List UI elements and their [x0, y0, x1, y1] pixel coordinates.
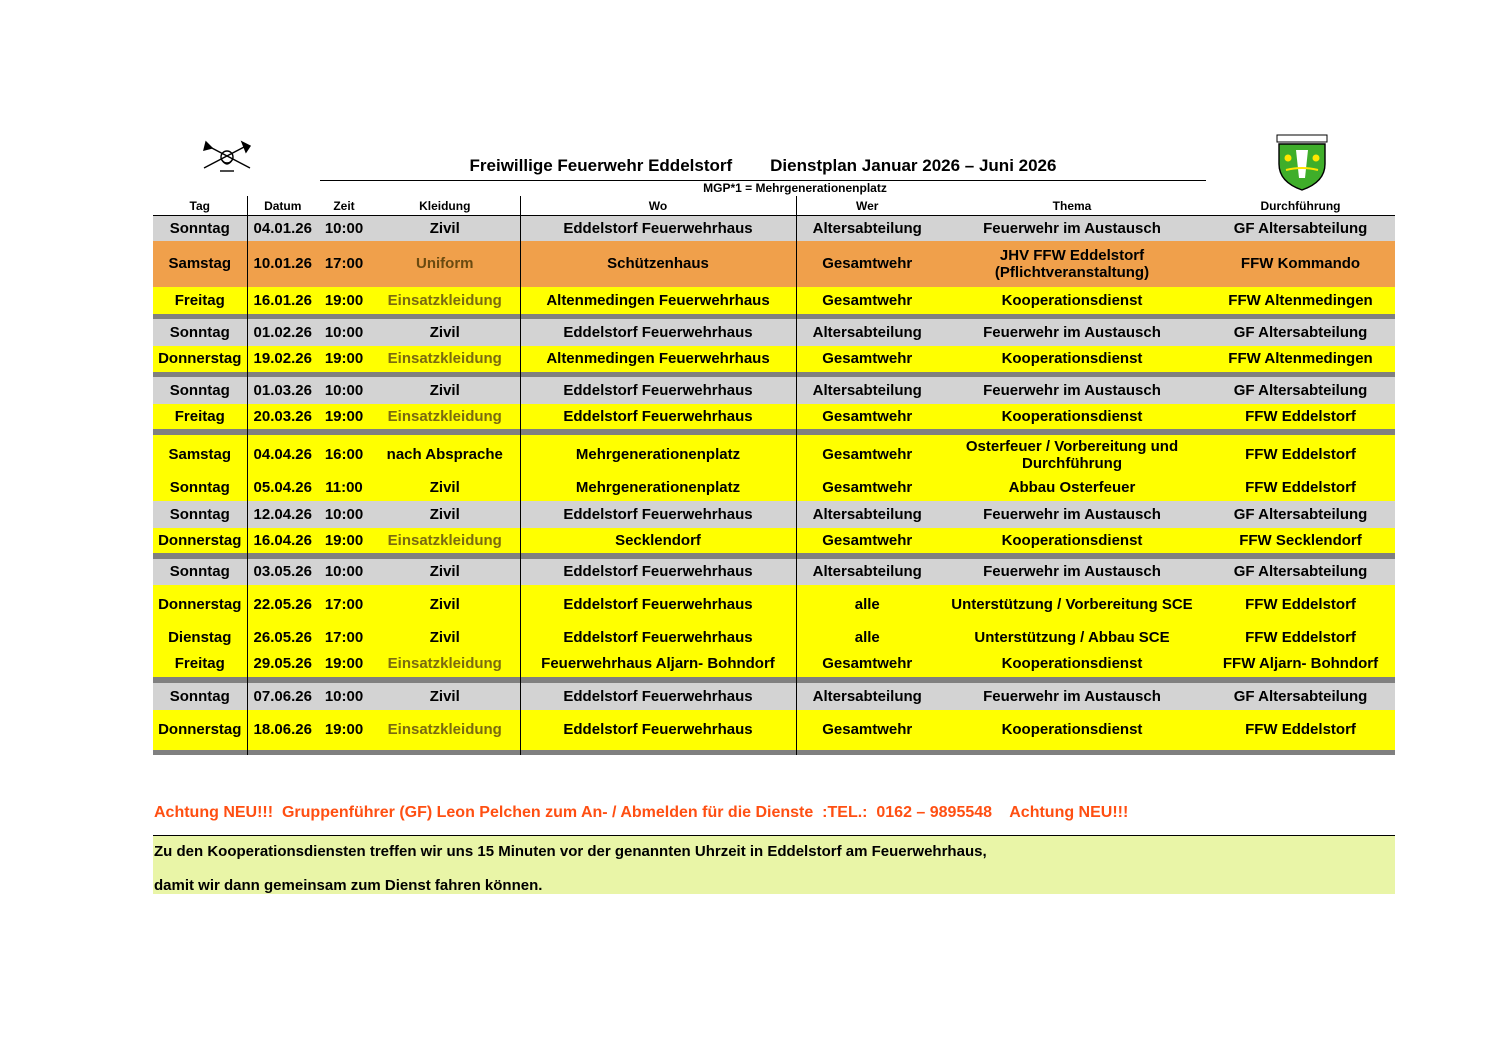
table-row [153, 528, 1395, 553]
cell-datum: 07.06.26 [247, 683, 318, 710]
table-row [153, 319, 1395, 346]
cell-tag: Freitag [153, 651, 247, 677]
cell-wo: Eddelstorf Feuerwehrhaus [520, 559, 796, 585]
crossed-axes-emblem-icon [198, 138, 258, 178]
cell-datum: 01.02.26 [247, 319, 318, 346]
cell-tag: Donnerstag [153, 528, 247, 553]
table-row [153, 501, 1395, 528]
cell-kleidung: Zivil [370, 501, 520, 528]
table-row [153, 475, 1395, 501]
cell-durchfuehrung: FFW Eddelstorf [1206, 404, 1395, 429]
cell-kleidung: Einsatzkleidung [370, 528, 520, 553]
cell-kleidung: Zivil [370, 559, 520, 585]
row-separator [153, 750, 1395, 755]
cell-durchfuehrung: GF Altersabteilung [1206, 683, 1395, 710]
cell-tag: Sonntag [153, 683, 247, 710]
cell-wer: Gesamtwehr [796, 404, 938, 429]
cell-wo: Altenmedingen Feuerwehrhaus [520, 346, 796, 372]
cell-durchfuehrung: FFW Eddelstorf [1206, 435, 1395, 475]
cell-wer: Altersabteilung [796, 216, 938, 241]
cell-datum: 03.05.26 [247, 559, 318, 585]
col-header: Wo [520, 196, 796, 216]
cell-tag: Freitag [153, 404, 247, 429]
table-row [153, 624, 1395, 651]
cell-durchfuehrung: FFW Aljarn- Bohndorf [1206, 651, 1395, 677]
table-row [153, 287, 1395, 314]
cell-thema: JHV FFW Eddelstorf (Pflichtveranstaltung) [938, 241, 1206, 287]
cell-wer: alle [796, 585, 938, 624]
col-header: Zeit [333, 198, 355, 213]
cell-thema: Kooperationsdienst [938, 287, 1206, 314]
cell-thema: Feuerwehr im Austausch [938, 216, 1206, 241]
cell-thema: Feuerwehr im Austausch [938, 559, 1206, 585]
cell-wer: Gesamtwehr [796, 528, 938, 553]
cell-durchfuehrung: FFW Eddelstorf [1206, 624, 1395, 651]
cell-zeit: 10:00 [318, 501, 370, 528]
cell-kleidung: Einsatzkleidung [370, 710, 520, 750]
cell-zeit: 10:00 [318, 319, 370, 346]
col-header: Thema [1052, 198, 1092, 213]
cell-wo: Eddelstorf Feuerwehrhaus [520, 585, 796, 624]
cell-wo: Altenmedingen Feuerwehrhaus [520, 287, 796, 314]
cell-zeit: 19:00 [318, 651, 370, 677]
table-row [153, 216, 1395, 241]
cell-durchfuehrung: GF Altersabteilung [1206, 319, 1395, 346]
cell-thema: Feuerwehr im Austausch [938, 319, 1206, 346]
cell-zeit: 10:00 [318, 683, 370, 710]
cell-durchfuehrung: FFW Eddelstorf [1206, 475, 1395, 501]
cell-durchfuehrung: GF Altersabteilung [1206, 501, 1395, 528]
cell-datum: 26.05.26 [247, 624, 318, 651]
cell-tag: Samstag [153, 241, 247, 287]
cell-datum: 20.03.26 [247, 404, 318, 429]
page-title [320, 152, 1206, 181]
table-row [153, 585, 1395, 624]
cell-tag: Donnerstag [153, 710, 247, 750]
cell-zeit: 17:00 [318, 624, 370, 651]
cell-wer: Gesamtwehr [796, 475, 938, 501]
cell-thema: Feuerwehr im Austausch [938, 377, 1206, 404]
schedule-table [153, 196, 1395, 755]
cell-kleidung: Einsatzkleidung [370, 651, 520, 677]
cell-zeit: 10:00 [318, 377, 370, 404]
table-row [153, 241, 1395, 287]
separator-cell [153, 750, 247, 755]
cell-kleidung: Zivil [370, 475, 520, 501]
coat-of-arms-logo-icon [1274, 134, 1330, 192]
cell-durchfuehrung: FFW Eddelstorf [1206, 585, 1395, 624]
cell-kleidung: Einsatzkleidung [370, 346, 520, 372]
info-box [153, 835, 1395, 894]
cell-durchfuehrung: GF Altersabteilung [1206, 216, 1395, 241]
cell-datum: 19.02.26 [247, 346, 318, 372]
cell-zeit: 19:00 [318, 404, 370, 429]
cell-thema: Kooperationsdienst [938, 651, 1206, 677]
cell-thema: Kooperationsdienst [938, 346, 1206, 372]
table-header-row [153, 196, 1395, 216]
info-line-1: Zu den Kooperationsdiensten treffen wir uns 15 Minuten vor der genannten Uhrzeit in Eddelstorf am Feuerwehrhaus, [154, 843, 987, 860]
table-row [153, 651, 1395, 677]
cell-tag: Sonntag [153, 319, 247, 346]
table-row [153, 435, 1395, 475]
org-title: Freiwillige Feuerwehr Eddelstorf [469, 156, 733, 175]
cell-wo: Feuerwehrhaus Aljarn- Bohndorf [520, 651, 796, 677]
cell-thema: Abbau Osterfeuer [938, 475, 1206, 501]
cell-wer: Gesamtwehr [796, 710, 938, 750]
cell-wer: Gesamtwehr [796, 346, 938, 372]
cell-wo: Eddelstorf Feuerwehrhaus [520, 501, 796, 528]
cell-wo: Secklendorf [520, 528, 796, 553]
cell-tag: Sonntag [153, 501, 247, 528]
cell-wer: Altersabteilung [796, 319, 938, 346]
cell-zeit: 16:00 [318, 435, 370, 475]
cell-datum: 16.01.26 [247, 287, 318, 314]
cell-durchfuehrung: FFW Secklendorf [1206, 528, 1395, 553]
separator-cell [247, 750, 318, 755]
cell-thema: Unterstützung / Abbau SCE [938, 624, 1206, 651]
cell-zeit: 19:00 [318, 346, 370, 372]
cell-wer: Altersabteilung [796, 683, 938, 710]
table-row [153, 710, 1395, 750]
cell-durchfuehrung: FFW Altenmedingen [1206, 346, 1395, 372]
cell-thema: Kooperationsdienst [938, 528, 1206, 553]
col-header: Tag [189, 198, 210, 213]
cell-datum: 04.01.26 [247, 216, 318, 241]
cell-zeit: 19:00 [318, 710, 370, 750]
col-header: Datum [247, 196, 318, 216]
cell-tag: Donnerstag [153, 585, 247, 624]
cell-zeit: 10:00 [318, 559, 370, 585]
cell-wer: Altersabteilung [796, 559, 938, 585]
separator-cell [1206, 750, 1395, 755]
cell-datum: 18.06.26 [247, 710, 318, 750]
mgp-note: MGP*1 = Mehrgenerationenplatz [703, 181, 887, 195]
cell-wer: Gesamtwehr [796, 435, 938, 475]
cell-kleidung: Zivil [370, 683, 520, 710]
cell-wo: Mehrgenerationenplatz [520, 475, 796, 501]
cell-datum: 04.04.26 [247, 435, 318, 475]
cell-zeit: 10:00 [318, 216, 370, 241]
cell-zeit: 19:00 [318, 528, 370, 553]
cell-datum: 01.03.26 [247, 377, 318, 404]
cell-tag: Samstag [153, 435, 247, 475]
cell-thema: Feuerwehr im Austausch [938, 683, 1206, 710]
cell-wo: Mehrgenerationenplatz [520, 435, 796, 475]
separator-cell [796, 750, 938, 755]
cell-datum: 05.04.26 [247, 475, 318, 501]
cell-kleidung: Zivil [370, 377, 520, 404]
cell-datum: 22.05.26 [247, 585, 318, 624]
separator-cell [318, 750, 370, 755]
cell-durchfuehrung: FFW Kommando [1206, 241, 1395, 287]
cell-kleidung: Zivil [370, 585, 520, 624]
cell-wer: Altersabteilung [796, 377, 938, 404]
cell-zeit: 11:00 [318, 475, 370, 501]
cell-tag: Sonntag [153, 475, 247, 501]
cell-thema: Unterstützung / Vorbereitung SCE [938, 585, 1206, 624]
cell-datum: 29.05.26 [247, 651, 318, 677]
cell-wo: Eddelstorf Feuerwehrhaus [520, 404, 796, 429]
cell-zeit: 17:00 [318, 585, 370, 624]
cell-wo: Eddelstorf Feuerwehrhaus [520, 624, 796, 651]
cell-kleidung: Einsatzkleidung [370, 404, 520, 429]
cell-kleidung: Zivil [370, 624, 520, 651]
cell-wo: Eddelstorf Feuerwehrhaus [520, 319, 796, 346]
separator-cell [938, 750, 1206, 755]
cell-wo: Eddelstorf Feuerwehrhaus [520, 683, 796, 710]
info-line-2: damit wir dann gemeinsam zum Dienst fahren können. [154, 877, 543, 894]
cell-tag: Dienstag [153, 624, 247, 651]
cell-tag: Freitag [153, 287, 247, 314]
cell-kleidung: Zivil [370, 319, 520, 346]
cell-thema: Kooperationsdienst [938, 710, 1206, 750]
cell-durchfuehrung: GF Altersabteilung [1206, 559, 1395, 585]
cell-wer: alle [796, 624, 938, 651]
cell-kleidung: Zivil [370, 216, 520, 241]
cell-wer: Gesamtwehr [796, 241, 938, 287]
table-row [153, 404, 1395, 429]
cell-wo: Schützenhaus [520, 241, 796, 287]
cell-durchfuehrung: GF Altersabteilung [1206, 377, 1395, 404]
cell-durchfuehrung: FFW Eddelstorf [1206, 710, 1395, 750]
cell-kleidung: nach Absprache [370, 435, 520, 475]
col-header: Durchführung [1260, 198, 1341, 213]
cell-wer: Altersabteilung [796, 501, 938, 528]
cell-tag: Sonntag [153, 559, 247, 585]
plan-title: Dienstplan Januar 2026 – Juni 2026 [770, 156, 1057, 175]
cell-zeit: 19:00 [318, 287, 370, 314]
separator-cell [370, 750, 520, 755]
cell-datum: 10.01.26 [247, 241, 318, 287]
cell-zeit: 17:00 [318, 241, 370, 287]
cell-wer: Gesamtwehr [796, 287, 938, 314]
table-row [153, 377, 1395, 404]
col-header: Kleidung [419, 198, 471, 213]
col-header: Wer [796, 196, 938, 216]
cell-kleidung: Uniform [370, 241, 520, 287]
cell-wer: Gesamtwehr [796, 651, 938, 677]
cell-thema: Kooperationsdienst [938, 404, 1206, 429]
cell-datum: 16.04.26 [247, 528, 318, 553]
cell-wo: Eddelstorf Feuerwehrhaus [520, 216, 796, 241]
cell-wo: Eddelstorf Feuerwehrhaus [520, 710, 796, 750]
cell-thema: Osterfeuer / Vorbereitung und Durchführung [938, 435, 1206, 475]
table-row [153, 559, 1395, 585]
table-row [153, 346, 1395, 372]
cell-tag: Sonntag [153, 377, 247, 404]
cell-durchfuehrung: FFW Altenmedingen [1206, 287, 1395, 314]
cell-tag: Sonntag [153, 216, 247, 241]
cell-datum: 12.04.26 [247, 501, 318, 528]
cell-thema: Feuerwehr im Austausch [938, 501, 1206, 528]
separator-cell [520, 750, 796, 755]
cell-tag: Donnerstag [153, 346, 247, 372]
contact-notice: Achtung NEU!!! Gruppenführer (GF) Leon Pelchen zum An- / Abmelden für die Dienste :TEL.: 0162 – 9895548 Achtung NEU!!! [154, 804, 1129, 821]
table-row [153, 683, 1395, 710]
cell-kleidung: Einsatzkleidung [370, 287, 520, 314]
cell-wo: Eddelstorf Feuerwehrhaus [520, 377, 796, 404]
